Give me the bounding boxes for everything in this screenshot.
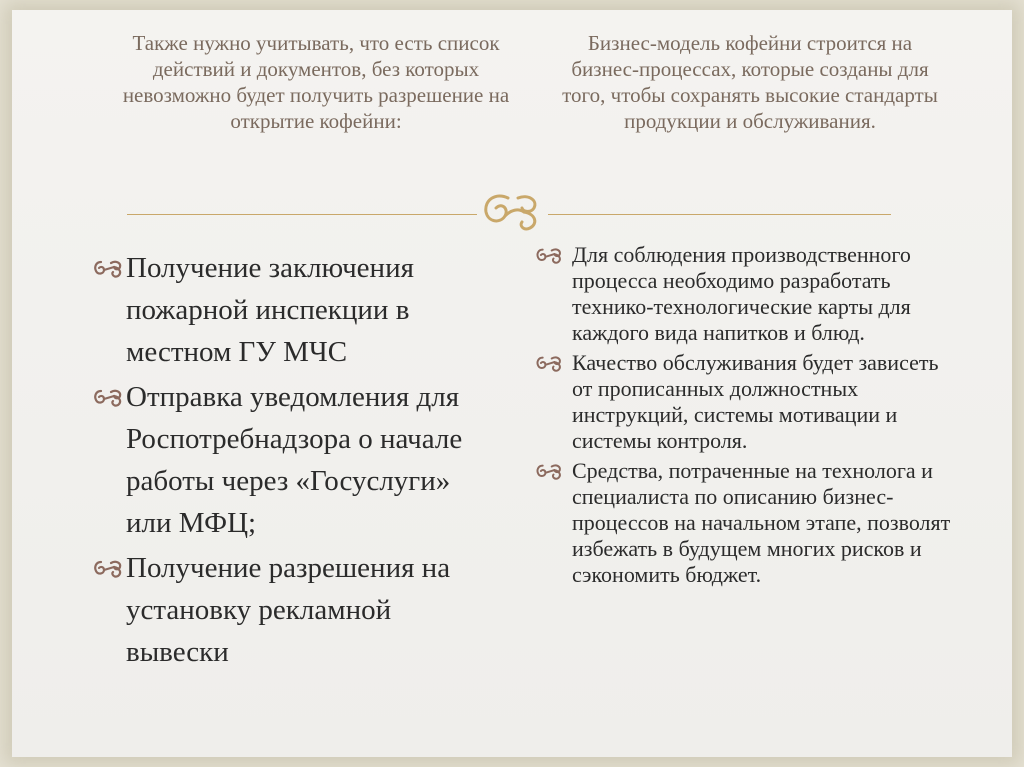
- flourish-ornament-icon: [478, 188, 546, 232]
- divider-left: [127, 214, 477, 215]
- list-item: [92, 376, 492, 544]
- ornamental-scroll-icon: [92, 387, 124, 407]
- list-item-text: Получение разрешения на установку рекламной вывески: [126, 552, 451, 668]
- list-item-text: Отправка уведомления для Роспотребнадзора о начале работы через «Госуслуги» или МФЦ;: [126, 381, 463, 539]
- list-item: [92, 547, 492, 673]
- list-item-text: Средства, потраченные на технолога и специалиста по описанию бизнес-процессов на начальном этапе, позволят избежать в будущем многих рисков и сэкономить бюджет.: [572, 458, 951, 587]
- right-intro-text: Бизнес-модель кофейни строится на бизнес-процессах, которые созданы для того, чтобы сохранять высокие стандарты продукции и обслуживания.: [562, 31, 938, 133]
- list-item: [534, 350, 954, 454]
- list-item: [534, 242, 954, 346]
- list-item-text: Получение заключения пожарной инспекции в местном ГУ МЧС: [126, 252, 414, 368]
- divider-right: [548, 214, 891, 215]
- list-item-text: Для соблюдения производственного процесса необходимо разработать технико-технологические карты для каждого вида напитков и блюд.: [572, 242, 911, 345]
- ornamental-scroll-icon: [534, 246, 564, 264]
- list-item: [92, 247, 492, 373]
- right-list: [534, 242, 954, 592]
- left-intro-text: Также нужно учитывать, что есть список действий и документов, без которых невозможно будет получить разрешение на открытие кофейни:: [122, 31, 510, 133]
- list-item: [534, 458, 954, 588]
- ornamental-scroll-icon: [92, 558, 124, 578]
- left-list: [92, 247, 492, 676]
- ornamental-scroll-icon: [92, 258, 124, 278]
- ornamental-scroll-icon: [534, 354, 564, 372]
- list-item-text: Качество обслуживания будет зависеть от прописанных должностных инструкций, системы мотивации и системы контроля.: [572, 350, 939, 453]
- ornamental-scroll-icon: [534, 462, 564, 480]
